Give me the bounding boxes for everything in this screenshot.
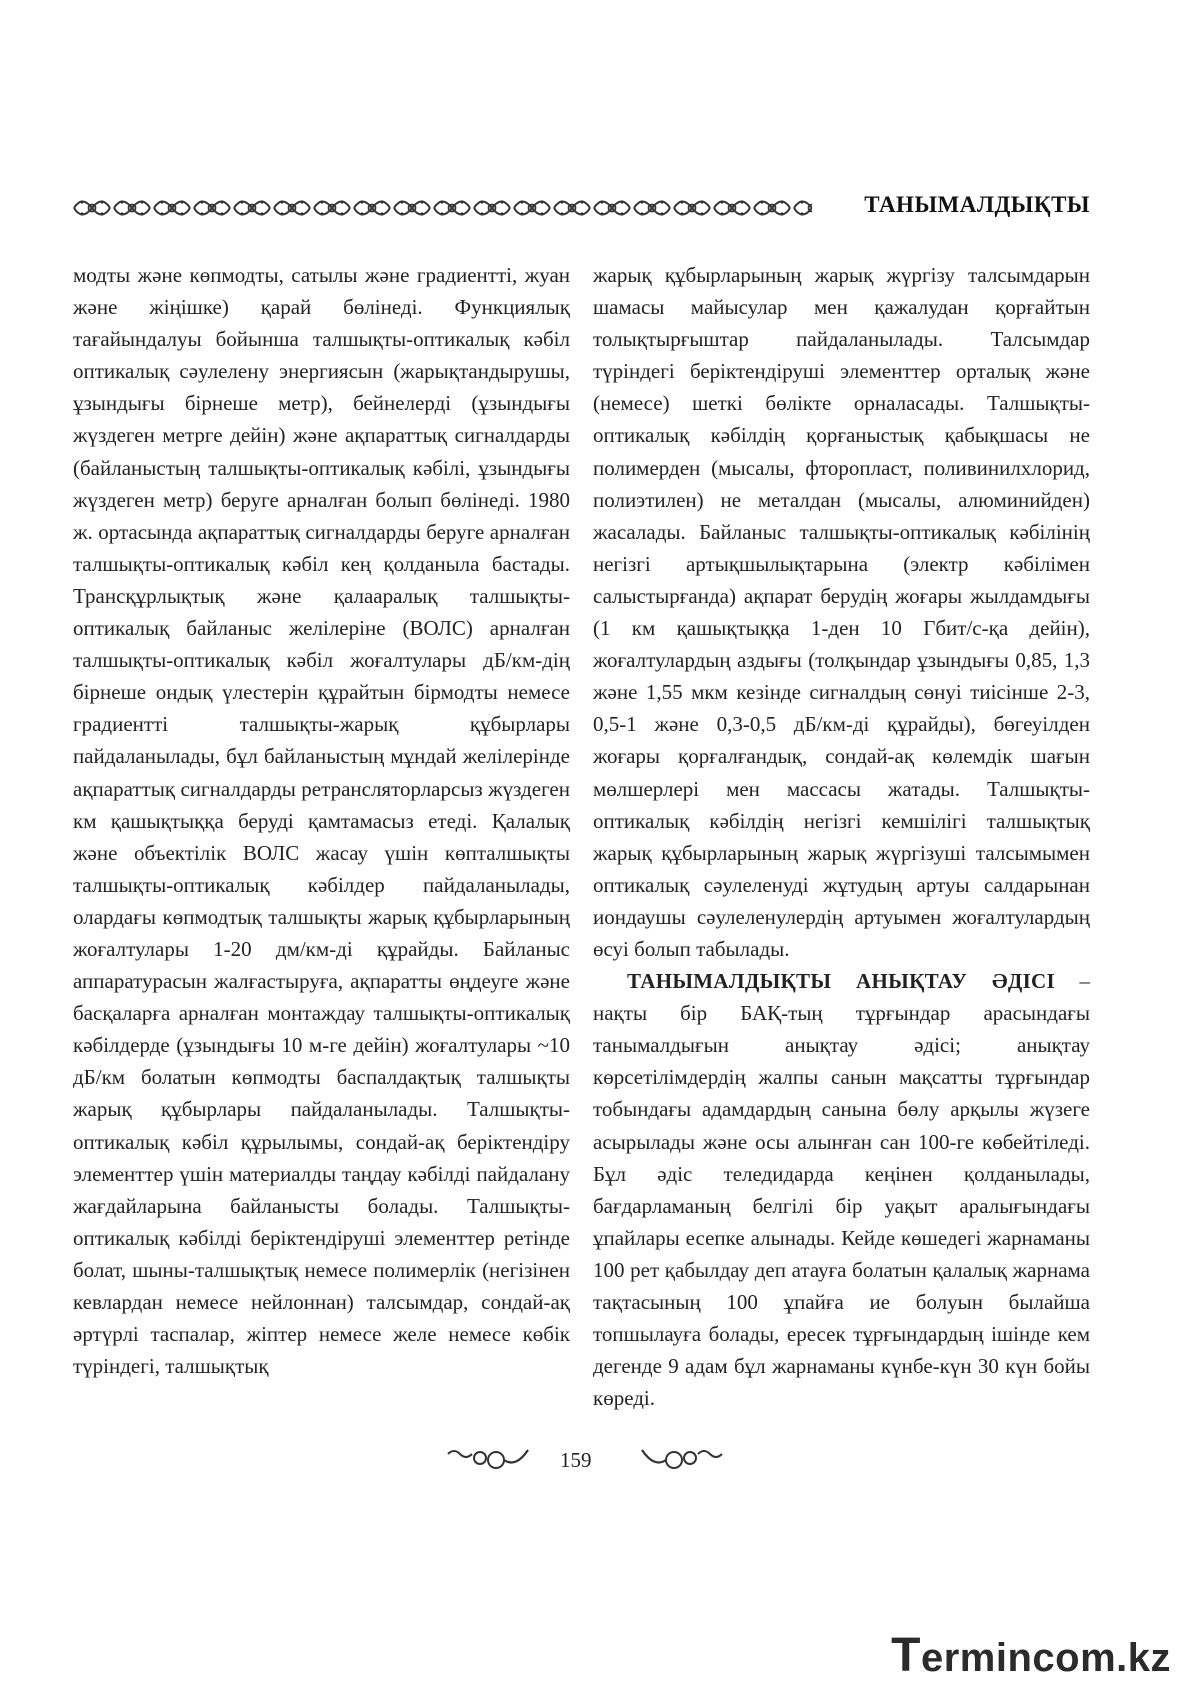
footer-ornament-right-icon	[640, 1446, 724, 1472]
term-definition: – нақты бір БАҚ-тың тұрғындар арасындағы танымалдығын анықтау әдісі; анықтау көрсетілімдердің жалпы санын мақсатты тұрғындар тобындағы адамдардың санына бөлу арқылы жүзеге асырылады және осы алынған сан 100-ге көбейтіледі. Бұл әдіс теледидарда кеңінен қолданылады, бағдарламаның белгілі бір уақыт аралығындағы ұпайлары есепке алынады. Кейде көшедегі жарнаманы 100 рет қабылдау деп атауға болатын қалалық жарнама тақтасының 100 ұпайға ие болуын былайша топшылауға болады, ересек тұрғындардың ішінде кем дегенде 9 адам бұл жарнаманы күнбе-күн 30 күн бойы көреді.	[593, 969, 1090, 1411]
paragraph: жарық құбырларының жарық жүргізу талсымдарын шамасы майысулар мен қажалудан қорғайтын толықтырғыштар пайдаланылады. Талсымдар түріндегі беріктендіруші элементтер орталық және (немесе) шеткі бөлікте орналасады. Талшықты-оптикалық кәбілдің қорғаныстық қабықшасы не полимерден (мысалы, фторопласт, поливинилхлорид, полиэтилен) не металдан (мысалы, алюминийден) жасалады. Байланыс талшықты-оптикалық кәбілінің негізгі артықшылықтарына (электр кәбілімен салыстырғанда) ақпарат берудің жоғары жылдамдығы (1 км қашықтыққа 1-ден 10 Гбит/с-қа дейін), жоғалтулардың аздығы (толқындар ұзындығы 0,85, 1,3 және 1,55 мкм кезінде сигналдың сөнуі тиісінше 2-3, 0,5-1 және 0,3-0,5 дБ/км-ді құрайды), бөгеуілден жоғары қорғалғандық, сондай-ақ көлемдік шағын мөлшерлері мен массасы жатады. Талшықты-оптикалық кәбілдің негізгі кемшілігі талшықтық жарық құбырларының жарық жүргізуші талсымымен оптикалық сәулеленуді жұтудың артуы салдарынан иондаушы сәулеленулердің артуымен жоғалтулардың өсуі болып табылады.	[593, 263, 1090, 961]
page-header	[72, 190, 1090, 226]
footer-ornament-left-icon	[446, 1446, 530, 1472]
ornament-border-icon	[72, 193, 812, 223]
right-column	[593, 259, 1090, 1414]
term-entry	[593, 965, 1090, 1414]
term-heading: ТАНЫМАЛДЫҚТЫ АНЫҚТАУ ӘДІСІ	[627, 969, 1055, 994]
site-watermark	[891, 1628, 1171, 1683]
page-number: 159	[560, 1448, 592, 1472]
watermark-text: ermincom.kz	[920, 1636, 1171, 1680]
watermark-initial: T	[891, 1629, 921, 1682]
section-title: ТАНЫМАЛДЫҚТЫ	[864, 192, 1090, 217]
page-footer	[0, 1442, 1191, 1482]
left-column	[73, 259, 570, 1382]
paragraph: модты және көпмодты, сатылы және градиентті, жуан және жіңішке) қарай бөлінеді. Функциялық тағайындалуы бойынша талшықты-оптикалық кәбіл оптикалық сәулелену энергиясын (жарықтандырушы, ұзындығы бірнеше метр), бейнелерді (ұзындығы жүздеген метрге дейін) және ақпараттық сигналдарды (байланыстың талшықты-оптикалық кәбілі, ұзындығы жүздеген метр) беруге арналған болып бөлінеді. 1980 ж. ортасында ақпараттық сигналдарды беруге арналған талшықты-оптикалық кәбіл кең қолданыла бастады. Трансқұрлықтық және қалааралық талшықты-оптикалық байланыс желілеріне (ВОЛС) арналған талшықты-оптикалық кәбіл жоғалтулары дБ/км-дің бірнеше ондық үлестерін құрайтын бірмодты немесе градиентті талшықты-жарық құбырлары пайдаланылады, бұл байланыстың мұндай желілерінде ақпараттық сигналдарды ретрансляторларсыз жүздеген км қашықтыққа беруді қамтамасыз етеді. Қалалық және объектілік ВОЛС жасау үшін көпталшықты талшықты-оптикалық кәбілдер пайдаланылады, олардағы көпмодтық талшықты жарық құбырларының жоғалтулары 1-20 дм/км-ді құрайды. Байланыс аппаратурасын жалғастыруға, ақпаратты өңдеуге және басқаларға арналған монтаждау талшықты-оптикалық кәбілдерде (ұзындығы 10 м-ге дейін) жоғалтулары ~10 дБ/км болатын көпмодты баспалдақтық талшықты жарық құбырлары пайдаланылады. Талшықты-оптикалық кәбіл құрылымы, сондай-ақ беріктендіру элементтер үшін материалды таңдау кәбілді пайдалану жағдайларына байланысты болады. Талшықты-оптикалық кәбілді беріктендіруші элементтер ретінде болат, шыны-талшықтық немесе полимерлік (негізінен кевлардан немесе нейлоннан) талсымдар, сондай-ақ әртүрлі таспалар, жіптер немесе желе немесе көбік түріндегі, талшықтық	[73, 263, 570, 1379]
